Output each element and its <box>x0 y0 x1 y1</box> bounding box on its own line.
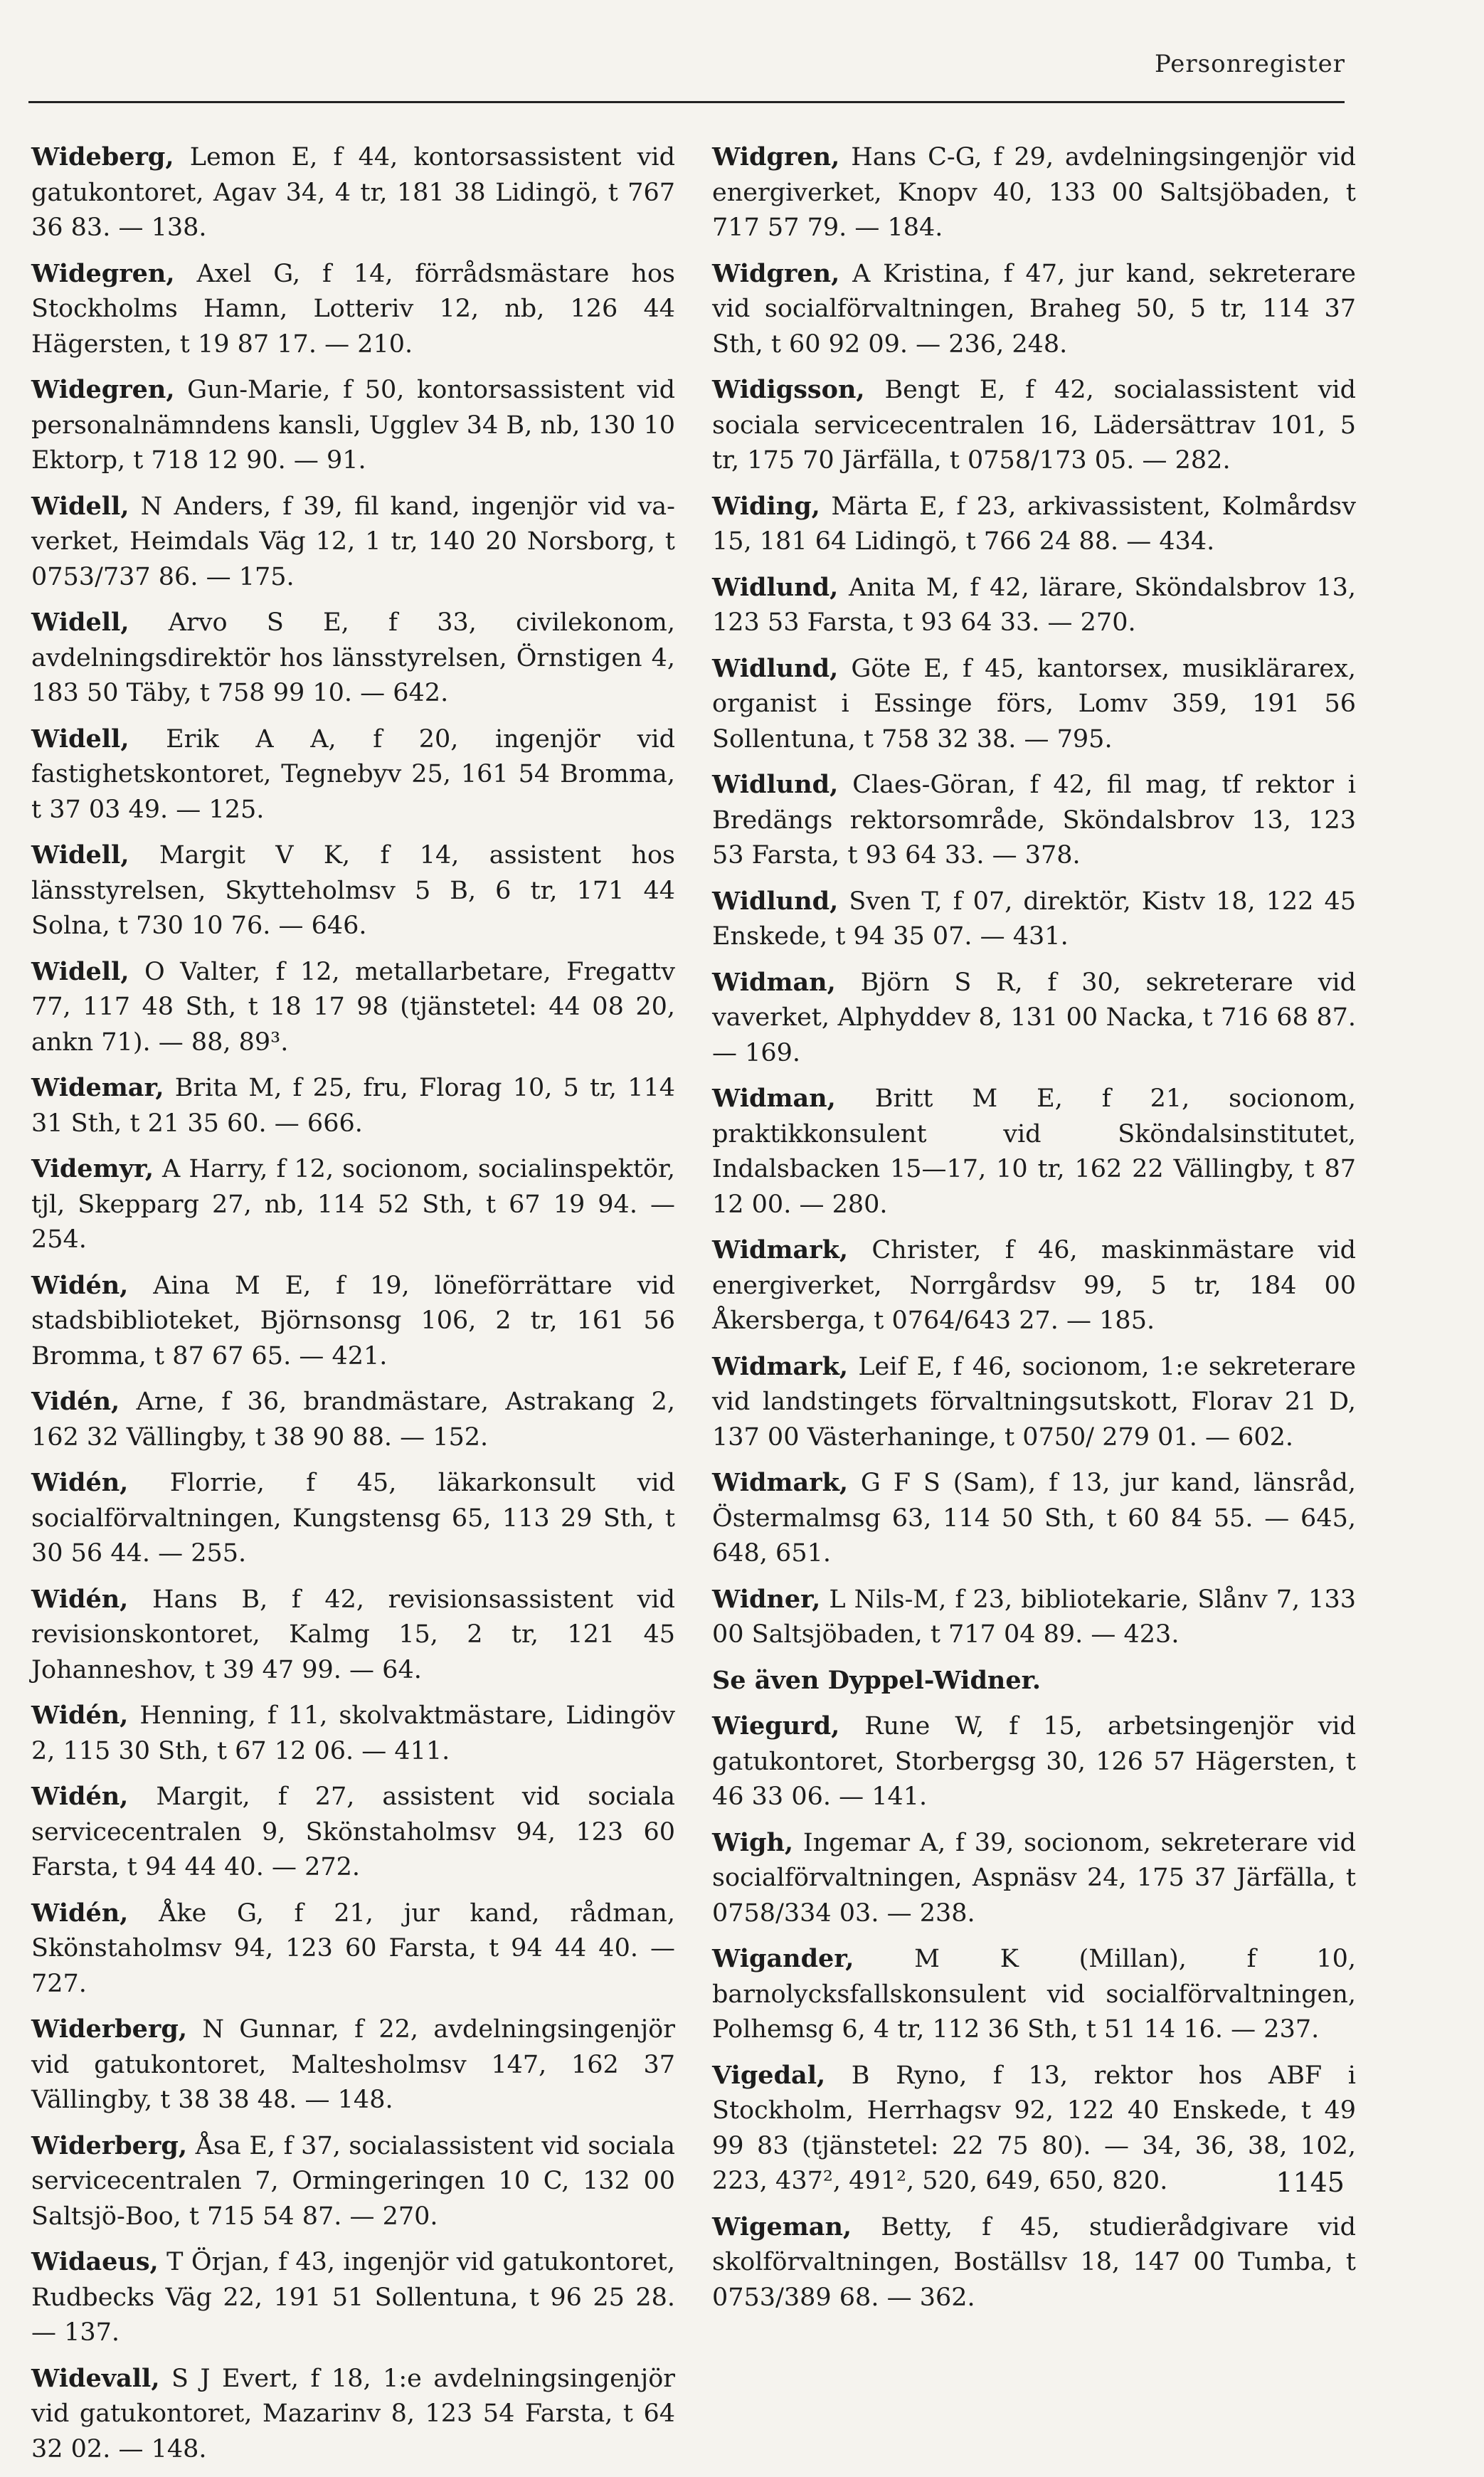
register-entry <box>31 2012 675 2118</box>
header-rule <box>28 101 1345 103</box>
entry-surname: Widgren, <box>712 142 840 171</box>
entry-surname: Widlund, <box>712 770 839 799</box>
entry-details: Margit, f 27, assistent vid sociala servicecentralen 9, Skönstaholmsv 94, 123 60 Farsta, t 94 44 40. — 272. <box>31 1783 675 1881</box>
register-entry <box>712 651 1356 758</box>
entry-surname: Widegren, <box>31 258 175 288</box>
register-entry <box>31 1384 675 1455</box>
entry-surname: Widevall, <box>31 2363 160 2393</box>
register-entry <box>712 1582 1356 1653</box>
entry-surname: Widigsson, <box>712 375 865 404</box>
entry-details: Britt M E, f 21, socionom, praktikkonsulent vid Sköndalsinstitutet, Indalsbacken 15—17, 10 tr, 162 22 Vällingby, t 87 12 00. — 280. <box>712 1084 1356 1219</box>
entry-details: Ingemar A, f 39, socionom, sekreterare vid socialförvaltningen, Aspnäsv 24, 175 37 Järfälla, t 0758/334 03. — 238. <box>712 1828 1356 1928</box>
entry-details: Axel G, f 14, förrådsmästare hos Stockholms Hamn, Lotteriv 12, nb, 126 44 Hägersten, t 19 87 17. — 210. <box>31 259 675 359</box>
register-entry <box>712 1465 1356 1572</box>
register-entry <box>712 1708 1356 1815</box>
entry-details: A Harry, f 12, socionom, socialinspektör, tjl, Skepparg 27, nb, 114 52 Sth, t 67 19 94. — 254. <box>31 1155 675 1254</box>
entry-details: L Nils-M, f 23, bibliotekarie, Slånv 7, 133 00 Saltsjöbaden, t 717 04 89. — 423. <box>712 1585 1356 1649</box>
register-entry <box>712 1081 1356 1222</box>
entry-surname: Wigh, <box>712 1827 794 1857</box>
entry-surname: Wigeman, <box>712 2212 852 2241</box>
entry-surname: Se även Dyppel-Widner. <box>712 1665 1042 1695</box>
entry-surname: Widell, <box>31 491 129 521</box>
entry-surname: Widell, <box>31 956 129 986</box>
entry-surname: Widman, <box>712 1084 836 1113</box>
entry-details: T Örjan, f 43, ingenjör vid gatukontoret, Rudbecks Väg 22, 191 51 Sollentuna, t 96 25 28. — 137. <box>31 2248 675 2347</box>
register-entry <box>712 1825 1356 1932</box>
entry-details: Göte E, f 45, kantorsex, musiklärarex, organist i Essinge förs, Lomv 359, 191 56 Sollentuna, t 758 32 38. — 795. <box>712 654 1356 754</box>
entry-details: N Gunnar, f 22, avdelningsingenjör vid gatukontoret, Maltesholmsv 147, 162 37 Vällingby, t 38 38 48. — 148. <box>31 2015 675 2114</box>
entry-surname: Widmark, <box>712 1468 849 1497</box>
left-column <box>31 139 675 2477</box>
entry-surname: Widmark, <box>712 1235 849 1264</box>
entry-surname: Widlund, <box>712 886 839 916</box>
entry-surname: Wiegurd, <box>712 1711 840 1741</box>
page-number: 1145 <box>1276 2167 1345 2198</box>
entry-details: Anita M, f 42, lärare, Sköndalsbrov 13, 123 53 Farsta, t 93 64 33. — 270. <box>712 573 1356 637</box>
entry-details: Christer, f 46, maskinmästare vid energiverket, Norrgårdsv 99, 5 tr, 184 00 Åkersberga, t 0764/643 27. — 185. <box>712 1236 1356 1335</box>
entry-surname: Widemar, <box>31 1073 164 1102</box>
entry-details: Lemon E, f 44, kontorsassistent vid gatukontoret, Agav 34, 4 tr, 181 38 Lidingö, t 767 36 83. — 138. <box>31 143 675 242</box>
register-entry <box>712 767 1356 874</box>
register-entry <box>712 139 1356 246</box>
register-entry <box>712 1232 1356 1339</box>
register-entry <box>31 2128 675 2235</box>
register-entry <box>31 1698 675 1769</box>
register-entry <box>31 605 675 712</box>
register-entry <box>31 372 675 479</box>
entry-surname: Widén, <box>31 1270 129 1300</box>
register-entry <box>712 965 1356 1072</box>
entry-surname: Widner, <box>712 1584 821 1614</box>
entry-details: Rune W, f 15, arbetsingenjör vid gatukontoret, Storbergsg 30, 126 57 Hägersten, t 46 33 06. — 141. <box>712 1712 1356 1811</box>
entry-details: Hans C-G, f 29, avdelningsingenjör vid energiverket, Knopv 40, 133 00 Saltsjöbaden, t 717 57 79. — 184. <box>712 143 1356 242</box>
entry-details: S J Evert, f 18, 1:e avdelningsingenjör vid gatukontoret, Mazarinv 8, 123 54 Farsta, t 64 32 02. — 148. <box>31 2364 675 2463</box>
register-entry <box>31 954 675 1061</box>
register-entry <box>31 139 675 246</box>
entry-surname: Widmark, <box>712 1351 849 1381</box>
entry-details: Märta E, f 23, arkivassistent, Kolmårdsv 15, 181 64 Lidingö, t 766 24 88. — 434. <box>712 492 1356 556</box>
entry-surname: Widlund, <box>712 653 839 683</box>
entry-details: Florrie, f 45, läkarkonsult vid socialförvaltningen, Kungstensg 65, 113 29 Sth, t 30 56 44. — 255. <box>31 1469 675 1568</box>
register-entry <box>31 1268 675 1375</box>
page-header: Personregister <box>1154 50 1345 78</box>
entry-details: Erik A A, f 20, ingenjör vid fastighetskontoret, Tegnebyv 25, 161 54 Bromma, t 37 03 49. — 125. <box>31 724 675 824</box>
register-entry <box>712 2058 1356 2199</box>
entry-surname: Widerberg, <box>31 2014 188 2044</box>
entry-surname: Widgren, <box>712 258 840 288</box>
entry-details: Claes-Göran, f 42, fil mag, tf rektor i Bredängs rektorsområde, Sköndalsbrov 13, 123 53 Farsta, t 93 64 33. — 378. <box>712 771 1356 870</box>
entry-surname: Wigander, <box>712 1944 854 1973</box>
entry-details: Aina M E, f 19, löneförrättare vid stadsbiblioteket, Björnsonsg 106, 2 tr, 161 56 Bromma, t 87 67 65. — 421. <box>31 1271 675 1370</box>
right-column <box>712 139 1356 2325</box>
register-entry <box>31 1582 675 1689</box>
register-entry <box>31 1896 675 2002</box>
entry-surname: Widén, <box>31 1782 129 1811</box>
entry-details: Henning, f 11, skolvaktmästare, Lidingöv 2, 115 30 Sth, t 67 12 06. — 411. <box>31 1701 675 1765</box>
entry-surname: Widén, <box>31 1701 129 1730</box>
entry-details: B Ryno, f 13, rektor hos ABF i Stockholm, Herrhagsv 92, 122 40 Enskede, t 49 99 83 (tjänstetel: 22 75 80). — 34, 36, 38, 102, 223, 437², 491², 520, 649, 650, 820. <box>712 2061 1356 2195</box>
entry-surname: Widegren, <box>31 375 175 404</box>
entry-details: M K (Millan), f 10, barnolycksfallskonsulent vid socialförvaltningen, Polhemsg 6, 4 tr, 112 36 Sth, t 51 14 16. — 237. <box>712 1945 1356 2044</box>
register-entry <box>712 372 1356 479</box>
entry-details: Betty, f 45, studierådgivare vid skolförvaltningen, Boställsv 18, 147 00 Tumba, t 0753/389 68. — 362. <box>712 2212 1356 2312</box>
register-entry <box>31 489 675 596</box>
register-entry <box>712 1663 1356 1699</box>
entry-details: Åsa E, f 37, socialassistent vid sociala servicecentralen 7, Ormingeringen 10 C, 132 00 Saltsjö-Boo, t 715 54 87. — 270. <box>31 2131 675 2231</box>
entry-surname: Widell, <box>31 840 129 870</box>
register-entry <box>712 2209 1356 2316</box>
register-entry <box>31 1151 675 1258</box>
register-entry <box>712 489 1356 560</box>
entry-surname: Vigedal, <box>712 2060 826 2090</box>
register-entry <box>31 2361 675 2468</box>
entry-details: Sven T, f 07, direktör, Kistv 18, 122 45 Enskede, t 94 35 07. — 431. <box>712 887 1356 951</box>
entry-details: Bengt E, f 42, socialassistent vid sociala servicecentralen 16, Lädersättrav 101, 5 tr, 175 70 Järfälla, t 0758/173 05. — 282. <box>712 376 1356 475</box>
register-entry <box>31 722 675 828</box>
entry-surname: Widman, <box>712 967 836 997</box>
entry-surname: Widaeus, <box>31 2247 159 2276</box>
register-entry <box>712 570 1356 641</box>
register-entry <box>712 256 1356 363</box>
entry-details: Margit V K, f 14, assistent hos länsstyrelsen, Skytteholmsv 5 B, 6 tr, 171 44 Solna, t 730 10 76. — 646. <box>31 841 675 940</box>
entry-surname: Widell, <box>31 724 129 754</box>
entry-details: Gun-Marie, f 50, kontorsassistent vid personalnämndens kansli, Ugglev 34 B, nb, 130 10 Ektorp, t 718 12 90. — 91. <box>31 376 675 475</box>
entry-surname: Videmyr, <box>31 1154 154 1183</box>
entry-details: O Valter, f 12, metallarbetare, Fregattv 77, 117 48 Sth, t 18 17 98 (tjänstetel: 44 08 20, ankn 71). — 88, 89³. <box>31 957 675 1057</box>
entry-surname: Widén, <box>31 1898 129 1928</box>
register-entry <box>31 2244 675 2351</box>
register-entry <box>31 838 675 944</box>
entry-surname: Wideberg, <box>31 142 174 171</box>
entry-details: N Anders, f 39, fil kand, ingenjör vid va-verket, Heimdals Väg 12, 1 tr, 140 20 Norsborg, t 0753/737 86. — 175. <box>31 492 675 591</box>
entry-surname: Vidén, <box>31 1387 120 1416</box>
entry-surname: Widing, <box>712 491 820 521</box>
entry-details: A Kristina, f 47, jur kand, sekreterare vid socialförvaltningen, Braheg 50, 5 tr, 114 37 Sth, t 60 92 09. — 236, 248. <box>712 259 1356 359</box>
entry-surname: Widén, <box>31 1584 129 1614</box>
entry-surname: Widlund, <box>712 572 839 602</box>
entry-details: G F S (Sam), f 13, jur kand, länsråd, Östermalmsg 63, 114 50 Sth, t 60 84 55. — 645, 648, 651. <box>712 1469 1356 1568</box>
entry-surname: Widerberg, <box>31 2130 188 2160</box>
register-entry <box>712 1349 1356 1456</box>
register-entry <box>31 1465 675 1572</box>
entry-surname: Widell, <box>31 608 129 637</box>
entry-details: Arvo S E, f 33, civilekonom, avdelningsdirektör hos länsstyrelsen, Örnstigen 4, 183 50 Täby, t 758 99 10. — 642. <box>31 608 675 707</box>
entry-details: Arne, f 36, brandmästare, Astrakang 2, 162 32 Vällingby, t 38 90 88. — 152. <box>31 1388 675 1452</box>
entry-details: Åke G, f 21, jur kand, rådman, Skönstaholmsv 94, 123 60 Farsta, t 94 44 40. — 727. <box>31 1898 675 1998</box>
entry-details: Leif E, f 46, socionom, 1:e sekreterare vid landstingets förvaltningsutskott, Florav 21 D, 137 00 Västerhaninge, t 0750/ 279 01. — 602. <box>712 1352 1356 1452</box>
entry-details: Hans B, f 42, revisionsassistent vid revisionskontoret, Kalmg 15, 2 tr, 121 45 Johanneshov, t 39 47 99. — 64. <box>31 1585 675 1684</box>
register-entry <box>31 1779 675 1886</box>
register-entry <box>712 884 1356 955</box>
entry-surname: Widén, <box>31 1468 129 1497</box>
register-entry <box>712 1941 1356 2048</box>
register-entry <box>31 1070 675 1141</box>
entry-details: Björn S R, f 30, sekreterare vid vaverket, Alphyddev 8, 131 00 Nacka, t 716 68 87. — 169. <box>712 968 1356 1067</box>
entry-details: Brita M, f 25, fru, Florag 10, 5 tr, 114 31 Sth, t 21 35 60. — 666. <box>31 1074 675 1138</box>
register-entry <box>31 256 675 363</box>
